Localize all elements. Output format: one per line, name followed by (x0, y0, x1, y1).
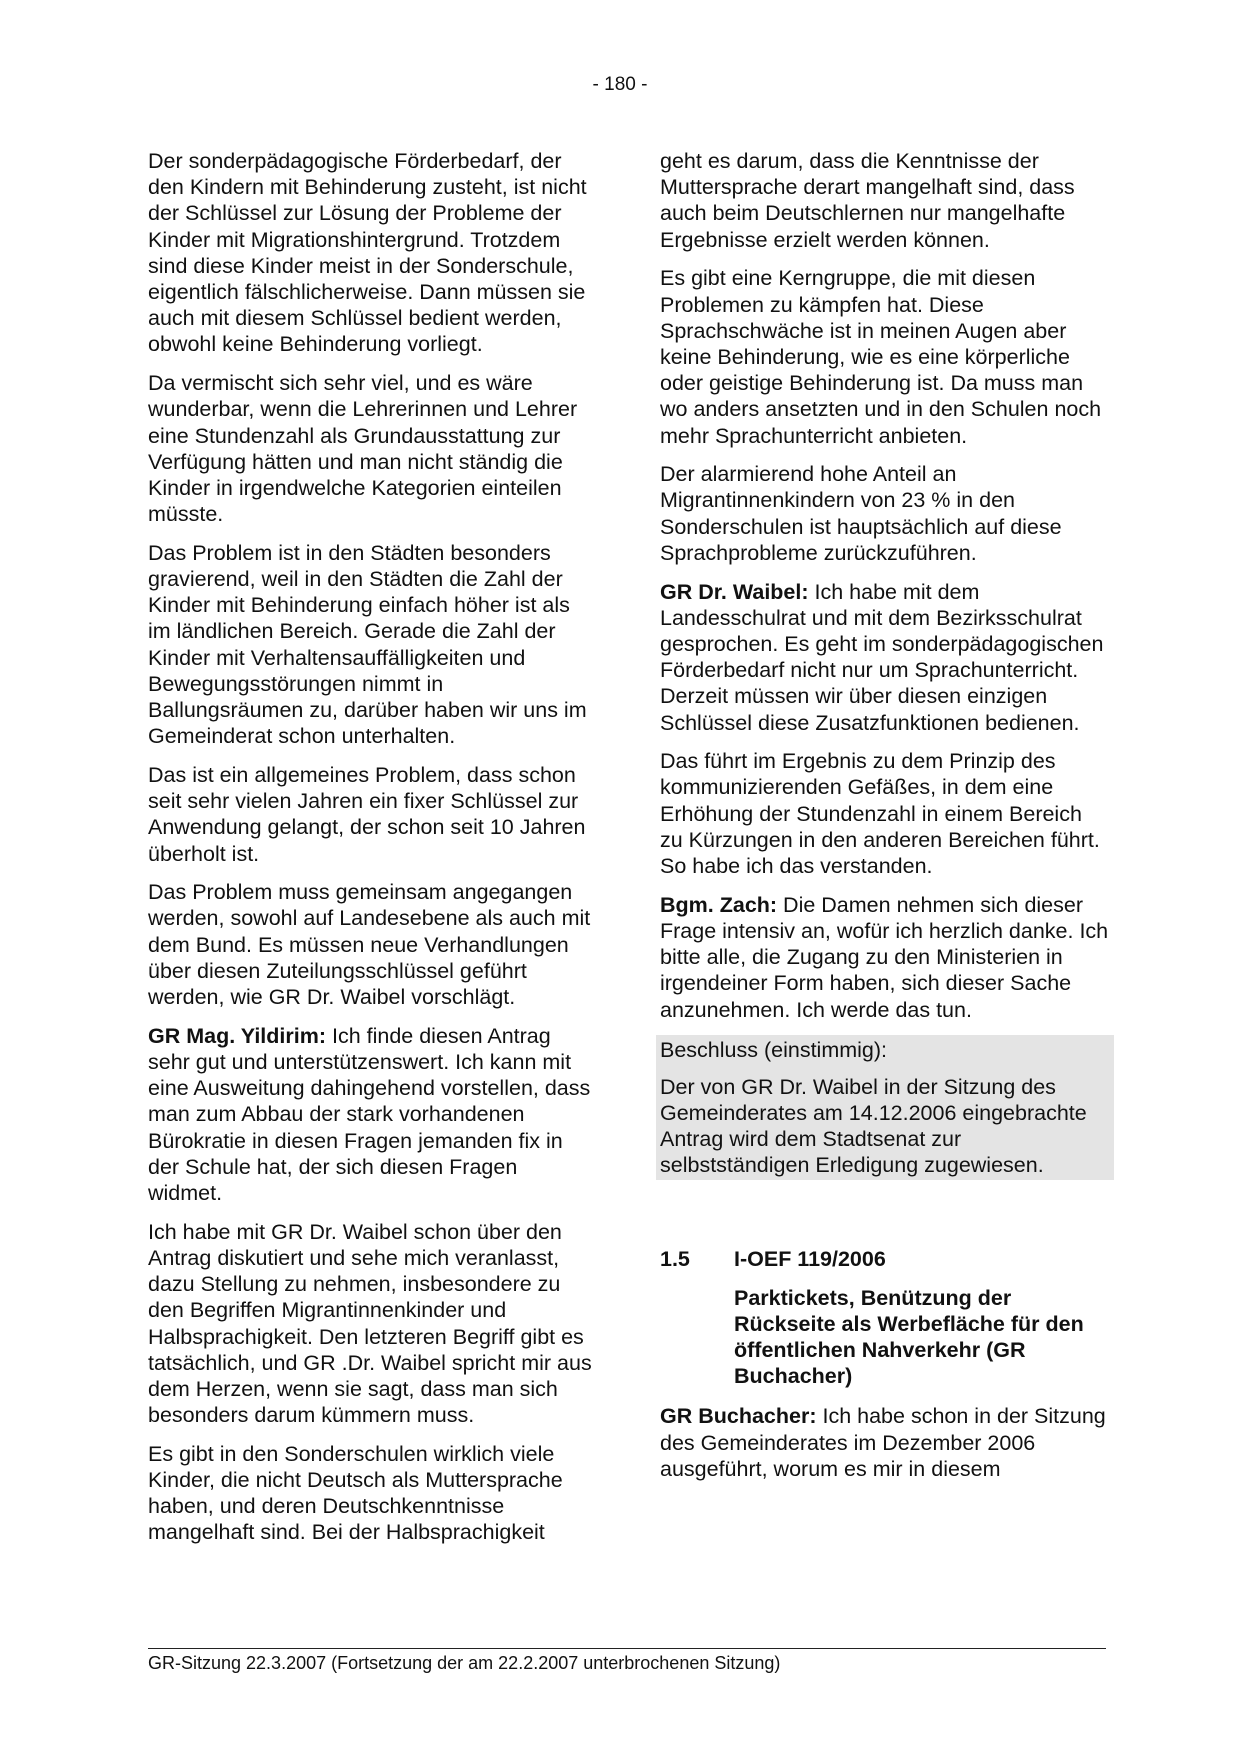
paragraph: Da vermischt sich sehr viel, und es wäre wunderbar, wenn die Lehrerinnen und Lehrer eine Stundenzahl als Grundausstattung zur Verfügung hätten und man nicht ständig die Kinder in irgendwelche Kategorien einteilen müsste. (148, 371, 578, 527)
page-footer: GR-Sitzung 22.3.2007 (Fortsetzung der am 22.2.2007 unterbrochenen Sitzung) (148, 1648, 1106, 1674)
decision-box (656, 1035, 1114, 1180)
speaker-name: Bgm. Zach: (660, 892, 778, 917)
paragraph: Das ist ein allgemeines Problem, dass schon seit sehr vielen Jahren ein fixer Schlüssel zur Anwendung gelangt, der schon seit 10 Jahren überholt ist. (148, 762, 586, 866)
paragraph: Der sonderpädagogische Förderbedarf, der den Kindern mit Behinderung zusteht, ist nicht der Schlüssel zur Lösung der Probleme der Kinder mit Migrationshintergrund. Trotzdem sind diese Kinder meist in der Sonderschule, eigentlich fälschlicherweise. Dann müssen sie auch mit diesem Schlüssel bedient werden, obwohl keine Behinderung vorliegt. (148, 149, 587, 357)
paragraph: Das Problem muss gemeinsam angegangen werden, sowohl auf Landesebene als auch mit dem Bund. Es müssen neue Verhandlungen über diesen Zuteilungsschlüssel geführt werden, wie GR Dr. Waibel vorschlägt. (148, 880, 591, 1010)
paragraph: geht es darum, dass die Kenntnisse der Muttersprache derart mangelhaft sind, dass auch beim Deutschlernen nur mangelhafte Ergebnisse erzielt werden können. (660, 149, 1075, 252)
speech-paragraph (660, 1403, 1110, 1482)
paragraph: Es gibt in den Sonderschulen wirklich viele Kinder, die nicht Deutsch als Muttersprache haben, und deren Deutschkenntnisse mangelhaft sind. Bei der Halbsprachigkeit (148, 1441, 563, 1545)
speaker-name: GR Dr. Waibel: (660, 579, 809, 604)
speech-text: Die Damen nehmen sich dieser Frage intensiv an, wofür ich herzlich danke. Ich bitte alle, die Zugang zu den Ministerien in irgendeiner Form haben, sich dieser Sache anzunehmen. Ich werde das tun. (660, 892, 1109, 1022)
agenda-code: I-OEF 119/2006 (734, 1247, 886, 1272)
agenda-title: Parktickets, Benützung der Rückseite als Werbefläche für den öffentlichen Nahverkehr (GR Buchacher) (734, 1285, 1084, 1389)
speech-paragraph (660, 892, 1110, 1023)
decision-text: Der von GR Dr. Waibel in der Sitzung des Gemeinderates am 14.12.2006 eingebrachte Antrag wird dem Stadtsenat zur selbstständigen Erledigung zugewiesen. (660, 1074, 1087, 1178)
agenda-heading (660, 1246, 1110, 1272)
speaker-name: GR Mag. Yildirim: (148, 1023, 326, 1048)
decision-label: Beschluss (einstimmig): (660, 1038, 887, 1063)
speech-text: Ich habe mit dem Landesschulrat und mit dem Bezirksschulrat gesprochen. Es geht im sonderpädagogischen Förderbedarf nicht nur um Sprachunterricht. Derzeit müssen wir über diesen einzigen Schlüssel diese Zusatzfunktionen bedienen. (660, 579, 1104, 735)
speech-text: Ich habe schon in der Sitzung des Gemeinderates im Dezember 2006 ausgeführt, worum es mir in diesem (660, 1404, 1106, 1481)
right-column (660, 148, 1110, 1494)
left-column (148, 148, 593, 1558)
page-number: - 180 - (592, 74, 648, 95)
paragraph: Der alarmierend hohe Anteil an Migrantinnenkindern von 23 % in den Sonderschulen ist hauptsächlich auf diese Sprachprobleme zurückzuführen. (660, 462, 1062, 565)
paragraph: Es gibt eine Kerngruppe, die mit diesen Problemen zu kämpfen hat. Diese Sprachschwäche ist in meinen Augen aber keine Behinderung, wie es eine körperliche oder geistige Behinderung ist. Da muss man wo anders ansetzten und in den Schulen noch mehr Sprachunterricht anbieten. (660, 266, 1102, 448)
paragraph: Das führt im Ergebnis zu dem Prinzip des kommunizierenden Gefäßes, in dem eine Erhöhung der Stundenzahl in einem Bereich zu Kürzungen in den anderen Bereichen führt. So habe ich das verstanden. (660, 749, 1100, 879)
paragraph: Das Problem ist in den Städten besonders gravierend, weil in den Städten die Zahl der Kinder mit Behinderung einfach höher ist als im ländlichen Bereich. Gerade die Zahl der Kinder mit Verhaltensauffälligkeiten und Bewegungsstörungen nimmt in Ballungsräumen zu, darüber haben wir uns im Gemeinderat schon unterhalten. (148, 540, 587, 749)
speaker-name: GR Buchacher: (660, 1404, 817, 1429)
agenda-number: 1.5 (660, 1247, 690, 1272)
speech-paragraph (660, 579, 1110, 736)
agenda-item (660, 1246, 1110, 1389)
speech-paragraph (148, 1023, 593, 1206)
speech-text: Ich finde diesen Antrag sehr gut und unterstützenswert. Ich kann mit eine Ausweitung dahingehend vorstellen, dass man zum Abbau der stark vorhandenen Bürokratie in diesen Fragen jemanden fix in der Schule hat, der sich diesen Fragen widmet. (148, 1023, 591, 1206)
paragraph: Ich habe mit GR Dr. Waibel schon über den Antrag diskutiert und sehe mich veranlasst, dazu Stellung zu nehmen, insbesondere zu den Begriffen Migrantinnenkinder und Halbsprachigkeit. Den letzteren Begriff gibt es tatsächlich, und GR .Dr. Waibel spricht mir aus dem Herzen, wenn sie sagt, dass man sich besonders darum kümmern muss. (148, 1219, 592, 1428)
